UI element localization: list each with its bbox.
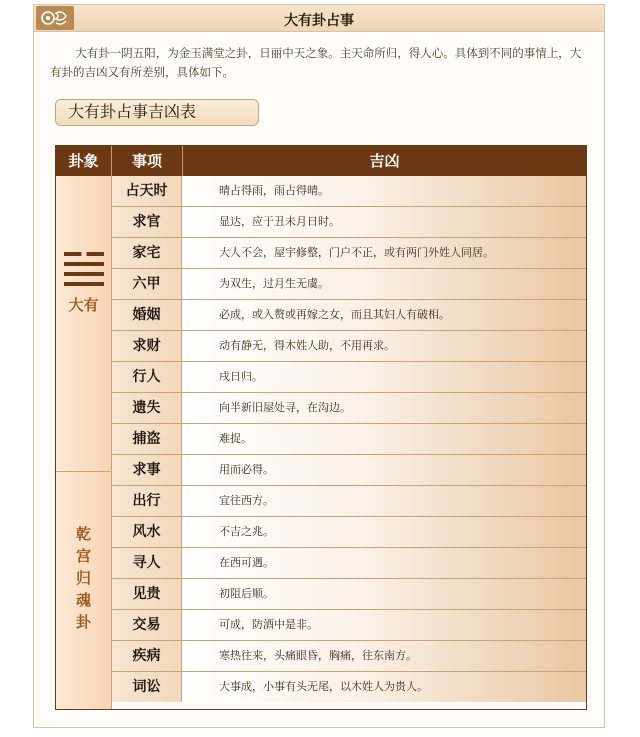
row-item: 交易 (112, 610, 182, 640)
row-item: 求官 (112, 207, 182, 237)
row-item: 见贵 (112, 579, 182, 609)
table-row (112, 207, 586, 238)
title-bar (33, 4, 605, 32)
table-row (112, 610, 586, 641)
row-item: 遗失 (112, 393, 182, 423)
table-row (112, 641, 586, 672)
row-result: 在西可遇。 (183, 548, 586, 578)
table-header (56, 146, 586, 176)
gua-column (56, 176, 111, 709)
gua-group: 乾 宫 归 魂 卦 (75, 525, 91, 631)
row-item: 家宅 (112, 238, 182, 268)
table-row (112, 362, 586, 393)
row-result: 初阻后顺。 (183, 579, 586, 609)
row-item: 捕盗 (112, 424, 182, 454)
header-item: 事项 (131, 152, 162, 170)
row-result: 可成，防酒中是非。 (183, 610, 586, 640)
table-row (112, 393, 586, 424)
table-row (112, 300, 586, 331)
table-row (112, 548, 586, 579)
page-title: 大有卦占事 (284, 13, 354, 29)
row-result: 难捉。 (183, 424, 586, 454)
row-result: 宜往西方。 (183, 486, 586, 516)
row-result: 不吉之兆。 (183, 517, 586, 547)
section-title: 大有卦占事吉凶表 (55, 99, 259, 126)
intro-paragraph: 大有卦一阴五阳，为金玉满堂之卦，日丽中天之象。主天命所归，得人心。具体到不同的事情上，大有卦的吉凶又有所差别，具体如下。 (50, 46, 582, 79)
table-row (112, 238, 586, 269)
table-row (112, 672, 586, 703)
table-row (112, 579, 586, 610)
row-result: 动有静无，得木姓人助，不用再求。 (183, 331, 586, 361)
gua-name: 大有 (68, 296, 99, 314)
row-item: 求事 (112, 455, 182, 485)
header-gua: 卦象 (68, 152, 99, 170)
row-item: 求财 (112, 331, 182, 361)
row-item: 出行 (112, 486, 182, 516)
table-row (112, 269, 586, 300)
row-result: 大人不会，屋宇修整，门户不正，或有两门外姓人同居。 (183, 238, 586, 268)
hexagram-icon (64, 252, 104, 292)
table-row (112, 486, 586, 517)
row-result: 必成，或入赘或再嫁之女，而且其妇人有破相。 (183, 300, 586, 330)
row-result: 向半新旧屋处寻，在沟边。 (183, 393, 586, 423)
fortune-table (55, 145, 587, 710)
row-item: 风水 (112, 517, 182, 547)
row-result: 寒热往来，头痛眼昏，胸痛，往东南方。 (183, 641, 586, 671)
row-item: 婚姻 (112, 300, 182, 330)
row-item: 疾病 (112, 641, 182, 671)
table-row (112, 331, 586, 362)
row-result: 为双生，过月生无虞。 (183, 269, 586, 299)
row-result: 显达，应于丑未月日时。 (183, 207, 586, 237)
row-item: 行人 (112, 362, 182, 392)
table-row (112, 455, 586, 486)
row-item: 词讼 (112, 672, 182, 702)
table-row (112, 517, 586, 548)
row-item: 占天时 (112, 176, 182, 206)
row-result: 戌日归。 (183, 362, 586, 392)
row-result: 晴占得雨，雨占得晴。 (183, 176, 586, 206)
row-result: 用而必得。 (183, 455, 586, 485)
header-result: 吉凶 (369, 152, 400, 170)
row-item: 六甲 (112, 269, 182, 299)
table-row (112, 424, 586, 455)
row-item: 寻人 (112, 548, 182, 578)
row-result: 大事成，小事有头无尾，以木姓人为贵人。 (183, 672, 586, 702)
table-row (112, 176, 586, 207)
